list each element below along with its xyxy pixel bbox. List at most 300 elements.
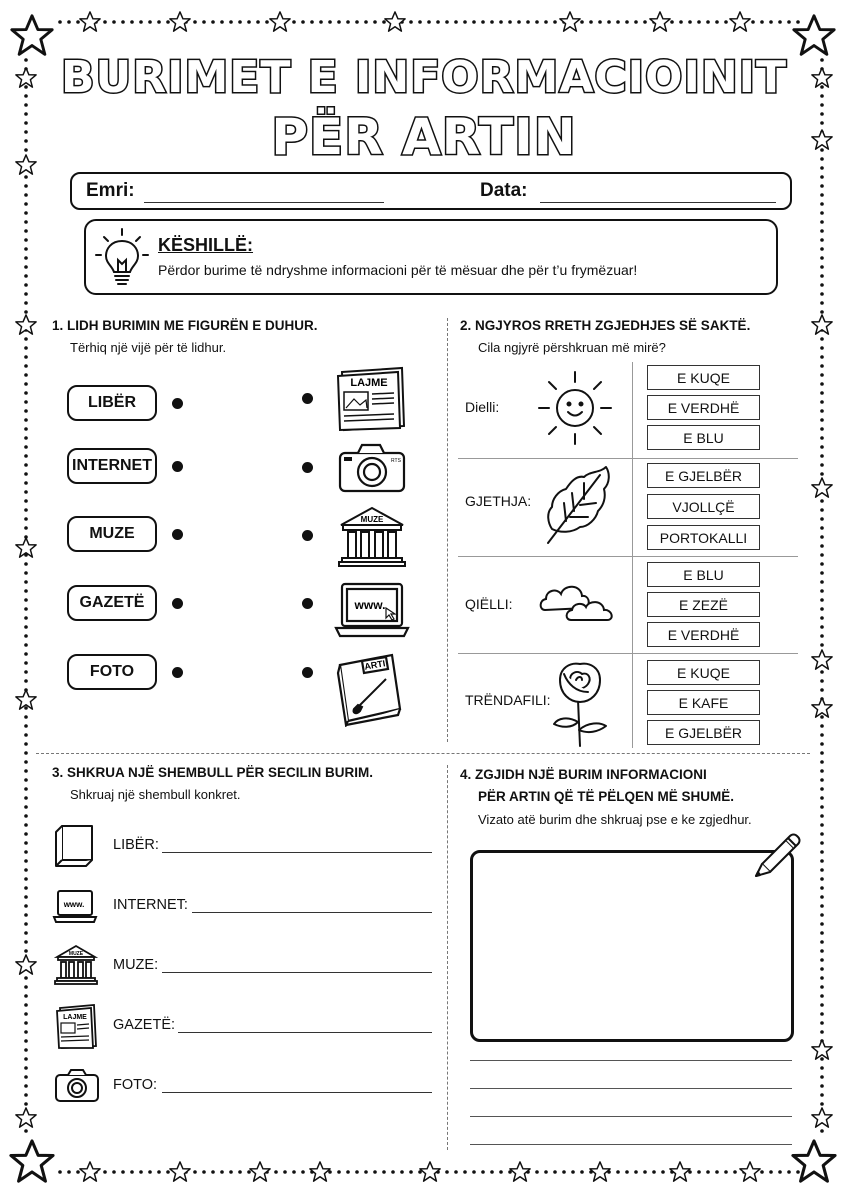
decorative-dot: [238, 20, 242, 24]
section-4-title: 4. ZGJIDH NJË BURIM INFORMACIONI: [460, 767, 707, 782]
decorative-dot: [274, 1170, 278, 1174]
decorative-dot: [24, 913, 28, 917]
decorative-dot: [24, 310, 28, 314]
decorative-star-icon: [170, 1162, 190, 1181]
color-option[interactable]: E ZEZË: [647, 592, 760, 617]
date-field[interactable]: [540, 202, 776, 203]
decorative-star-icon: [670, 1162, 690, 1181]
decorative-dot: [319, 20, 323, 24]
decorative-dot: [760, 20, 764, 24]
decorative-dot: [820, 976, 824, 980]
decorative-dot: [24, 382, 28, 386]
decorative-dot: [820, 958, 824, 962]
decorative-dot: [310, 20, 314, 24]
decorative-dot: [67, 1170, 71, 1174]
decorative-dot: [670, 20, 674, 24]
decorative-dot: [24, 1003, 28, 1007]
decorative-dot: [820, 1066, 824, 1070]
decorative-dot: [24, 562, 28, 566]
color-option[interactable]: E VERDHË: [647, 395, 760, 420]
decorative-dot: [820, 1030, 824, 1034]
decorative-dot: [24, 373, 28, 377]
color-option[interactable]: E BLU: [647, 562, 760, 587]
decorative-dot: [24, 517, 28, 521]
decorative-dot: [67, 20, 71, 24]
decorative-dot: [24, 949, 28, 953]
decorative-dot: [24, 247, 28, 251]
newspaper-label: LAJME: [350, 377, 388, 389]
decorative-dot: [24, 265, 28, 269]
decorative-star-icon: [812, 1040, 832, 1059]
decorative-star-icon: [812, 478, 832, 497]
decorative-dot: [427, 20, 431, 24]
decorative-dot: [652, 1170, 656, 1174]
decorative-dot: [820, 787, 824, 791]
decorative-dot: [820, 184, 824, 188]
decorative-dot: [24, 625, 28, 629]
cloud-icon: [537, 576, 619, 626]
decorative-dot: [820, 553, 824, 557]
decorative-dot: [820, 211, 824, 215]
writing-line[interactable]: [470, 1116, 792, 1117]
color-item-label: Dielli:: [465, 399, 500, 415]
decorative-star-icon: [385, 12, 405, 31]
decorative-dot: [820, 913, 824, 917]
decorative-dot: [820, 598, 824, 602]
decorative-dot: [820, 544, 824, 548]
decorative-dot: [820, 427, 824, 431]
decorative-dot: [283, 1170, 287, 1174]
decorative-dot: [24, 481, 28, 485]
date-label: Data:: [480, 180, 528, 201]
example-answer-line[interactable]: [162, 852, 432, 853]
decorative-dot: [24, 103, 28, 107]
decorative-dot: [820, 562, 824, 566]
decorative-dot: [24, 751, 28, 755]
museum-icon: [54, 944, 98, 986]
decorative-dot: [24, 652, 28, 656]
decorative-dot: [472, 20, 476, 24]
decorative-dot: [820, 337, 824, 341]
decorative-dot: [706, 1170, 710, 1174]
decorative-dot: [24, 823, 28, 827]
decorative-dot: [24, 184, 28, 188]
decorative-dot: [820, 877, 824, 881]
decorative-dot: [760, 1170, 764, 1174]
writing-line[interactable]: [470, 1088, 792, 1089]
color-option[interactable]: PORTOKALLI: [647, 525, 760, 550]
decorative-dot: [820, 832, 824, 836]
decorative-dot: [820, 796, 824, 800]
decorative-dot: [616, 1170, 620, 1174]
museum-label: MUZE: [68, 951, 84, 957]
decorative-dot: [820, 625, 824, 629]
color-option[interactable]: E KUQE: [647, 365, 760, 390]
decorative-dot: [643, 20, 647, 24]
decorative-dot: [820, 868, 824, 872]
decorative-star-icon: [812, 1108, 832, 1127]
decorative-dot: [820, 526, 824, 530]
decorative-dot: [535, 20, 539, 24]
decorative-dot: [24, 1039, 28, 1043]
decorative-dot: [400, 1170, 404, 1174]
decorative-dot: [820, 283, 824, 287]
color-option[interactable]: VJOLLÇË: [647, 494, 760, 519]
source-pill-gazete[interactable]: GAZETË: [67, 585, 157, 621]
decorative-star-icon: [80, 12, 100, 31]
decorative-dot: [580, 20, 584, 24]
decorative-dot: [820, 823, 824, 827]
laptop-screen-text: www.: [63, 900, 85, 909]
sun-icon: [535, 368, 615, 448]
decorative-dot: [202, 1170, 206, 1174]
decorative-star-icon: [16, 68, 36, 87]
decorative-dot: [553, 20, 557, 24]
section-2-subtitle: Cila ngjyrë përshkruan më mirë?: [478, 340, 666, 355]
writing-line[interactable]: [470, 1060, 792, 1061]
decorative-dot: [24, 274, 28, 278]
decorative-dot: [58, 20, 62, 24]
decorative-dot: [820, 436, 824, 440]
decorative-dot: [820, 814, 824, 818]
left-connect-dot[interactable]: [172, 398, 183, 409]
decorative-dot: [820, 1012, 824, 1016]
decorative-dot: [24, 94, 28, 98]
example-answer-line[interactable]: [162, 1092, 432, 1093]
decorative-dot: [820, 346, 824, 350]
decorative-dot: [211, 20, 215, 24]
decorative-dot: [715, 20, 719, 24]
decorative-dot: [508, 20, 512, 24]
decorative-dot: [238, 1170, 242, 1174]
section-1-subtitle: Tërhiq një vijë për të lidhur.: [70, 340, 227, 355]
laptop-icon: [52, 888, 98, 926]
example-label: GAZETË:: [113, 1017, 176, 1033]
decorative-dot: [820, 148, 824, 152]
decorative-dot: [724, 20, 728, 24]
section-1-title: 1. LIDH BURIMIN ME FIGURËN E DUHUR.: [52, 318, 318, 333]
decorative-dot: [715, 1170, 719, 1174]
decorative-dot: [24, 139, 28, 143]
decorative-dot: [265, 20, 269, 24]
decorative-dot: [733, 1170, 737, 1174]
color-option[interactable]: E GJELBËR: [647, 463, 760, 488]
decorative-dot: [820, 607, 824, 611]
decorative-dot: [24, 418, 28, 422]
decorative-dot: [24, 1075, 28, 1079]
decorative-dot: [24, 1021, 28, 1025]
decorative-dot: [24, 211, 28, 215]
decorative-dot: [778, 1170, 782, 1174]
decorative-dot: [820, 220, 824, 224]
decorative-dot: [820, 112, 824, 116]
decorative-star-icon: [740, 1162, 760, 1181]
source-pill-internet[interactable]: INTERNET: [67, 448, 157, 484]
camera-icon: [54, 1067, 100, 1103]
decorative-dot: [481, 20, 485, 24]
decorative-dot: [634, 20, 638, 24]
decorative-dot: [769, 1170, 773, 1174]
decorative-dot: [24, 706, 28, 710]
color-option[interactable]: E VERDHË: [647, 622, 760, 647]
right-connect-dot[interactable]: [302, 598, 313, 609]
decorative-dot: [193, 20, 197, 24]
decorative-star-icon: [16, 955, 36, 974]
color-option[interactable]: E KUQE: [647, 660, 760, 685]
decorative-dot: [301, 1170, 305, 1174]
decorative-dot: [820, 391, 824, 395]
decorative-dot: [820, 103, 824, 107]
decorative-dot: [355, 20, 359, 24]
right-connect-dot[interactable]: [302, 393, 313, 404]
decorative-dot: [625, 1170, 629, 1174]
source-pill-liber[interactable]: LIBËR: [67, 385, 157, 421]
decorative-dot: [454, 20, 458, 24]
decorative-dot: [166, 20, 170, 24]
decorative-star-icon: [11, 1141, 53, 1181]
decorative-dot: [706, 20, 710, 24]
decorative-dot: [445, 20, 449, 24]
decorative-dot: [24, 679, 28, 683]
decorative-dot: [24, 346, 28, 350]
art-book-icon: [334, 651, 406, 727]
decorative-dot: [820, 895, 824, 899]
decorative-dot: [24, 769, 28, 773]
decorative-dot: [24, 229, 28, 233]
decorative-dot: [24, 427, 28, 431]
decorative-dot: [24, 256, 28, 260]
decorative-dot: [820, 310, 824, 314]
decorative-dot: [409, 20, 413, 24]
laptop-icon: [334, 580, 410, 640]
decorative-dot: [787, 1170, 791, 1174]
decorative-dot: [820, 499, 824, 503]
decorative-dot: [76, 1170, 80, 1174]
decorative-dot: [24, 886, 28, 890]
decorative-dot: [24, 436, 28, 440]
section-3-subtitle: Shkruaj një shembull konkret.: [70, 787, 241, 802]
color-option[interactable]: E GJELBËR: [647, 720, 760, 745]
museum-label: MUZE: [360, 515, 384, 524]
table-divider: [632, 362, 633, 748]
decorative-dot: [139, 20, 143, 24]
decorative-dot: [24, 454, 28, 458]
decorative-dot: [24, 508, 28, 512]
decorative-dot: [820, 418, 824, 422]
decorative-dot: [24, 571, 28, 575]
decorative-dot: [820, 589, 824, 593]
decorative-dot: [820, 517, 824, 521]
decorative-dot: [24, 193, 28, 197]
decorative-dot: [24, 859, 28, 863]
decorative-dot: [820, 355, 824, 359]
decorative-dot: [796, 1170, 800, 1174]
decorative-dot: [24, 850, 28, 854]
decorative-dot: [820, 931, 824, 935]
decorative-dot: [256, 20, 260, 24]
decorative-dot: [562, 1170, 566, 1174]
decorative-dot: [820, 157, 824, 161]
decorative-dot: [112, 1170, 116, 1174]
decorative-dot: [24, 1012, 28, 1016]
decorative-dot: [24, 400, 28, 404]
decorative-dot: [820, 769, 824, 773]
decorative-dot: [544, 1170, 548, 1174]
drawing-area[interactable]: [470, 850, 794, 1042]
decorative-dot: [24, 877, 28, 881]
decorative-dot: [24, 238, 28, 242]
decorative-dot: [24, 409, 28, 413]
newspaper-icon: [54, 1002, 98, 1050]
decorative-dot: [820, 400, 824, 404]
museum-icon: [337, 505, 407, 569]
decorative-dot: [24, 724, 28, 728]
decorative-dot: [24, 670, 28, 674]
decorative-dot: [820, 760, 824, 764]
decorative-dot: [121, 1170, 125, 1174]
decorative-dot: [24, 463, 28, 467]
decorative-dot: [820, 670, 824, 674]
decorative-dot: [820, 1057, 824, 1061]
example-label: LIBËR:: [113, 837, 159, 853]
example-label: MUZE:: [113, 957, 159, 973]
decorative-dot: [820, 949, 824, 953]
example-answer-line[interactable]: [162, 972, 432, 973]
decorative-dot: [820, 724, 824, 728]
decorative-dot: [103, 1170, 107, 1174]
decorative-star-icon: [310, 1162, 330, 1181]
decorative-dot: [820, 301, 824, 305]
right-connect-dot[interactable]: [302, 462, 313, 473]
decorative-dot: [634, 1170, 638, 1174]
decorative-dot: [820, 643, 824, 647]
decorative-dot: [607, 20, 611, 24]
decorative-dot: [24, 922, 28, 926]
example-answer-line[interactable]: [192, 912, 432, 913]
example-answer-line[interactable]: [178, 1032, 432, 1033]
decorative-dot: [820, 742, 824, 746]
art-book-label: ARTI: [363, 658, 387, 672]
color-option[interactable]: E BLU: [647, 425, 760, 450]
left-connect-dot[interactable]: [172, 461, 183, 472]
decorative-dot: [328, 20, 332, 24]
table-row-divider: [458, 458, 798, 459]
decorative-dot: [820, 994, 824, 998]
decorative-dot: [24, 814, 28, 818]
decorative-dot: [616, 20, 620, 24]
left-connect-dot[interactable]: [172, 667, 183, 678]
decorative-dot: [24, 634, 28, 638]
decorative-dot: [24, 472, 28, 476]
decorative-dot: [24, 337, 28, 341]
decorative-dot: [24, 283, 28, 287]
decorative-dot: [724, 1170, 728, 1174]
decorative-dot: [436, 20, 440, 24]
decorative-dot: [697, 20, 701, 24]
decorative-dot: [112, 20, 116, 24]
decorative-dot: [820, 229, 824, 233]
decorative-dot: [24, 742, 28, 746]
decorative-star-icon: [270, 12, 290, 31]
decorative-dot: [24, 490, 28, 494]
decorative-dot: [24, 778, 28, 782]
decorative-dot: [24, 994, 28, 998]
decorative-dot: [820, 778, 824, 782]
decorative-dot: [820, 715, 824, 719]
decorative-dot: [24, 121, 28, 125]
color-option[interactable]: E KAFE: [647, 690, 760, 715]
decorative-dot: [24, 715, 28, 719]
tip-text: Përdor burime të ndryshme informacioni për të mësuar dhe për t’u frymëzuar!: [158, 262, 638, 278]
decorative-dot: [130, 20, 134, 24]
decorative-dot: [625, 20, 629, 24]
decorative-dot: [346, 20, 350, 24]
right-connect-dot[interactable]: [302, 530, 313, 541]
decorative-dot: [24, 85, 28, 89]
color-item-label: GJETHJA:: [465, 493, 532, 509]
decorative-dot: [24, 796, 28, 800]
decorative-dot: [139, 1170, 143, 1174]
left-connect-dot[interactable]: [172, 529, 183, 540]
source-pill-muze[interactable]: MUZE: [67, 516, 157, 552]
decorative-dot: [391, 1170, 395, 1174]
decorative-dot: [820, 463, 824, 467]
table-row-divider: [458, 653, 798, 654]
page-title: [40, 40, 808, 170]
decorative-dot: [820, 580, 824, 584]
camera-icon: [336, 441, 408, 495]
decorative-dot: [454, 1170, 458, 1174]
decorative-dot: [24, 580, 28, 584]
decorative-dot: [24, 661, 28, 665]
decorative-dot: [301, 20, 305, 24]
name-field[interactable]: [144, 202, 384, 203]
decorative-dot: [820, 985, 824, 989]
decorative-dot: [24, 832, 28, 836]
decorative-dot: [820, 1129, 824, 1133]
decorative-dot: [820, 1021, 824, 1025]
decorative-star-icon: [420, 1162, 440, 1181]
decorative-star-icon: [650, 12, 670, 31]
decorative-dot: [24, 931, 28, 935]
decorative-dot: [202, 20, 206, 24]
decorative-dot: [24, 1057, 28, 1061]
tip-title: KËSHILLË:: [158, 235, 254, 255]
left-connect-dot[interactable]: [172, 598, 183, 609]
decorative-dot: [409, 1170, 413, 1174]
decorative-dot: [820, 94, 824, 98]
decorative-dot: [499, 1170, 503, 1174]
decorative-dot: [820, 373, 824, 377]
decorative-dot: [24, 868, 28, 872]
writing-line[interactable]: [470, 1144, 792, 1145]
decorative-star-icon: [812, 698, 832, 717]
decorative-dot: [820, 382, 824, 386]
decorative-star-icon: [80, 1162, 100, 1181]
decorative-dot: [24, 391, 28, 395]
decorative-dot: [24, 643, 28, 647]
decorative-dot: [24, 292, 28, 296]
decorative-dot: [24, 1102, 28, 1106]
decorative-dot: [373, 1170, 377, 1174]
decorative-star-icon: [250, 1162, 270, 1181]
source-pill-foto[interactable]: FOTO: [67, 654, 157, 690]
decorative-dot: [535, 1170, 539, 1174]
decorative-dot: [148, 1170, 152, 1174]
right-connect-dot[interactable]: [302, 667, 313, 678]
decorative-star-icon: [812, 68, 832, 87]
decorative-dot: [24, 1084, 28, 1088]
